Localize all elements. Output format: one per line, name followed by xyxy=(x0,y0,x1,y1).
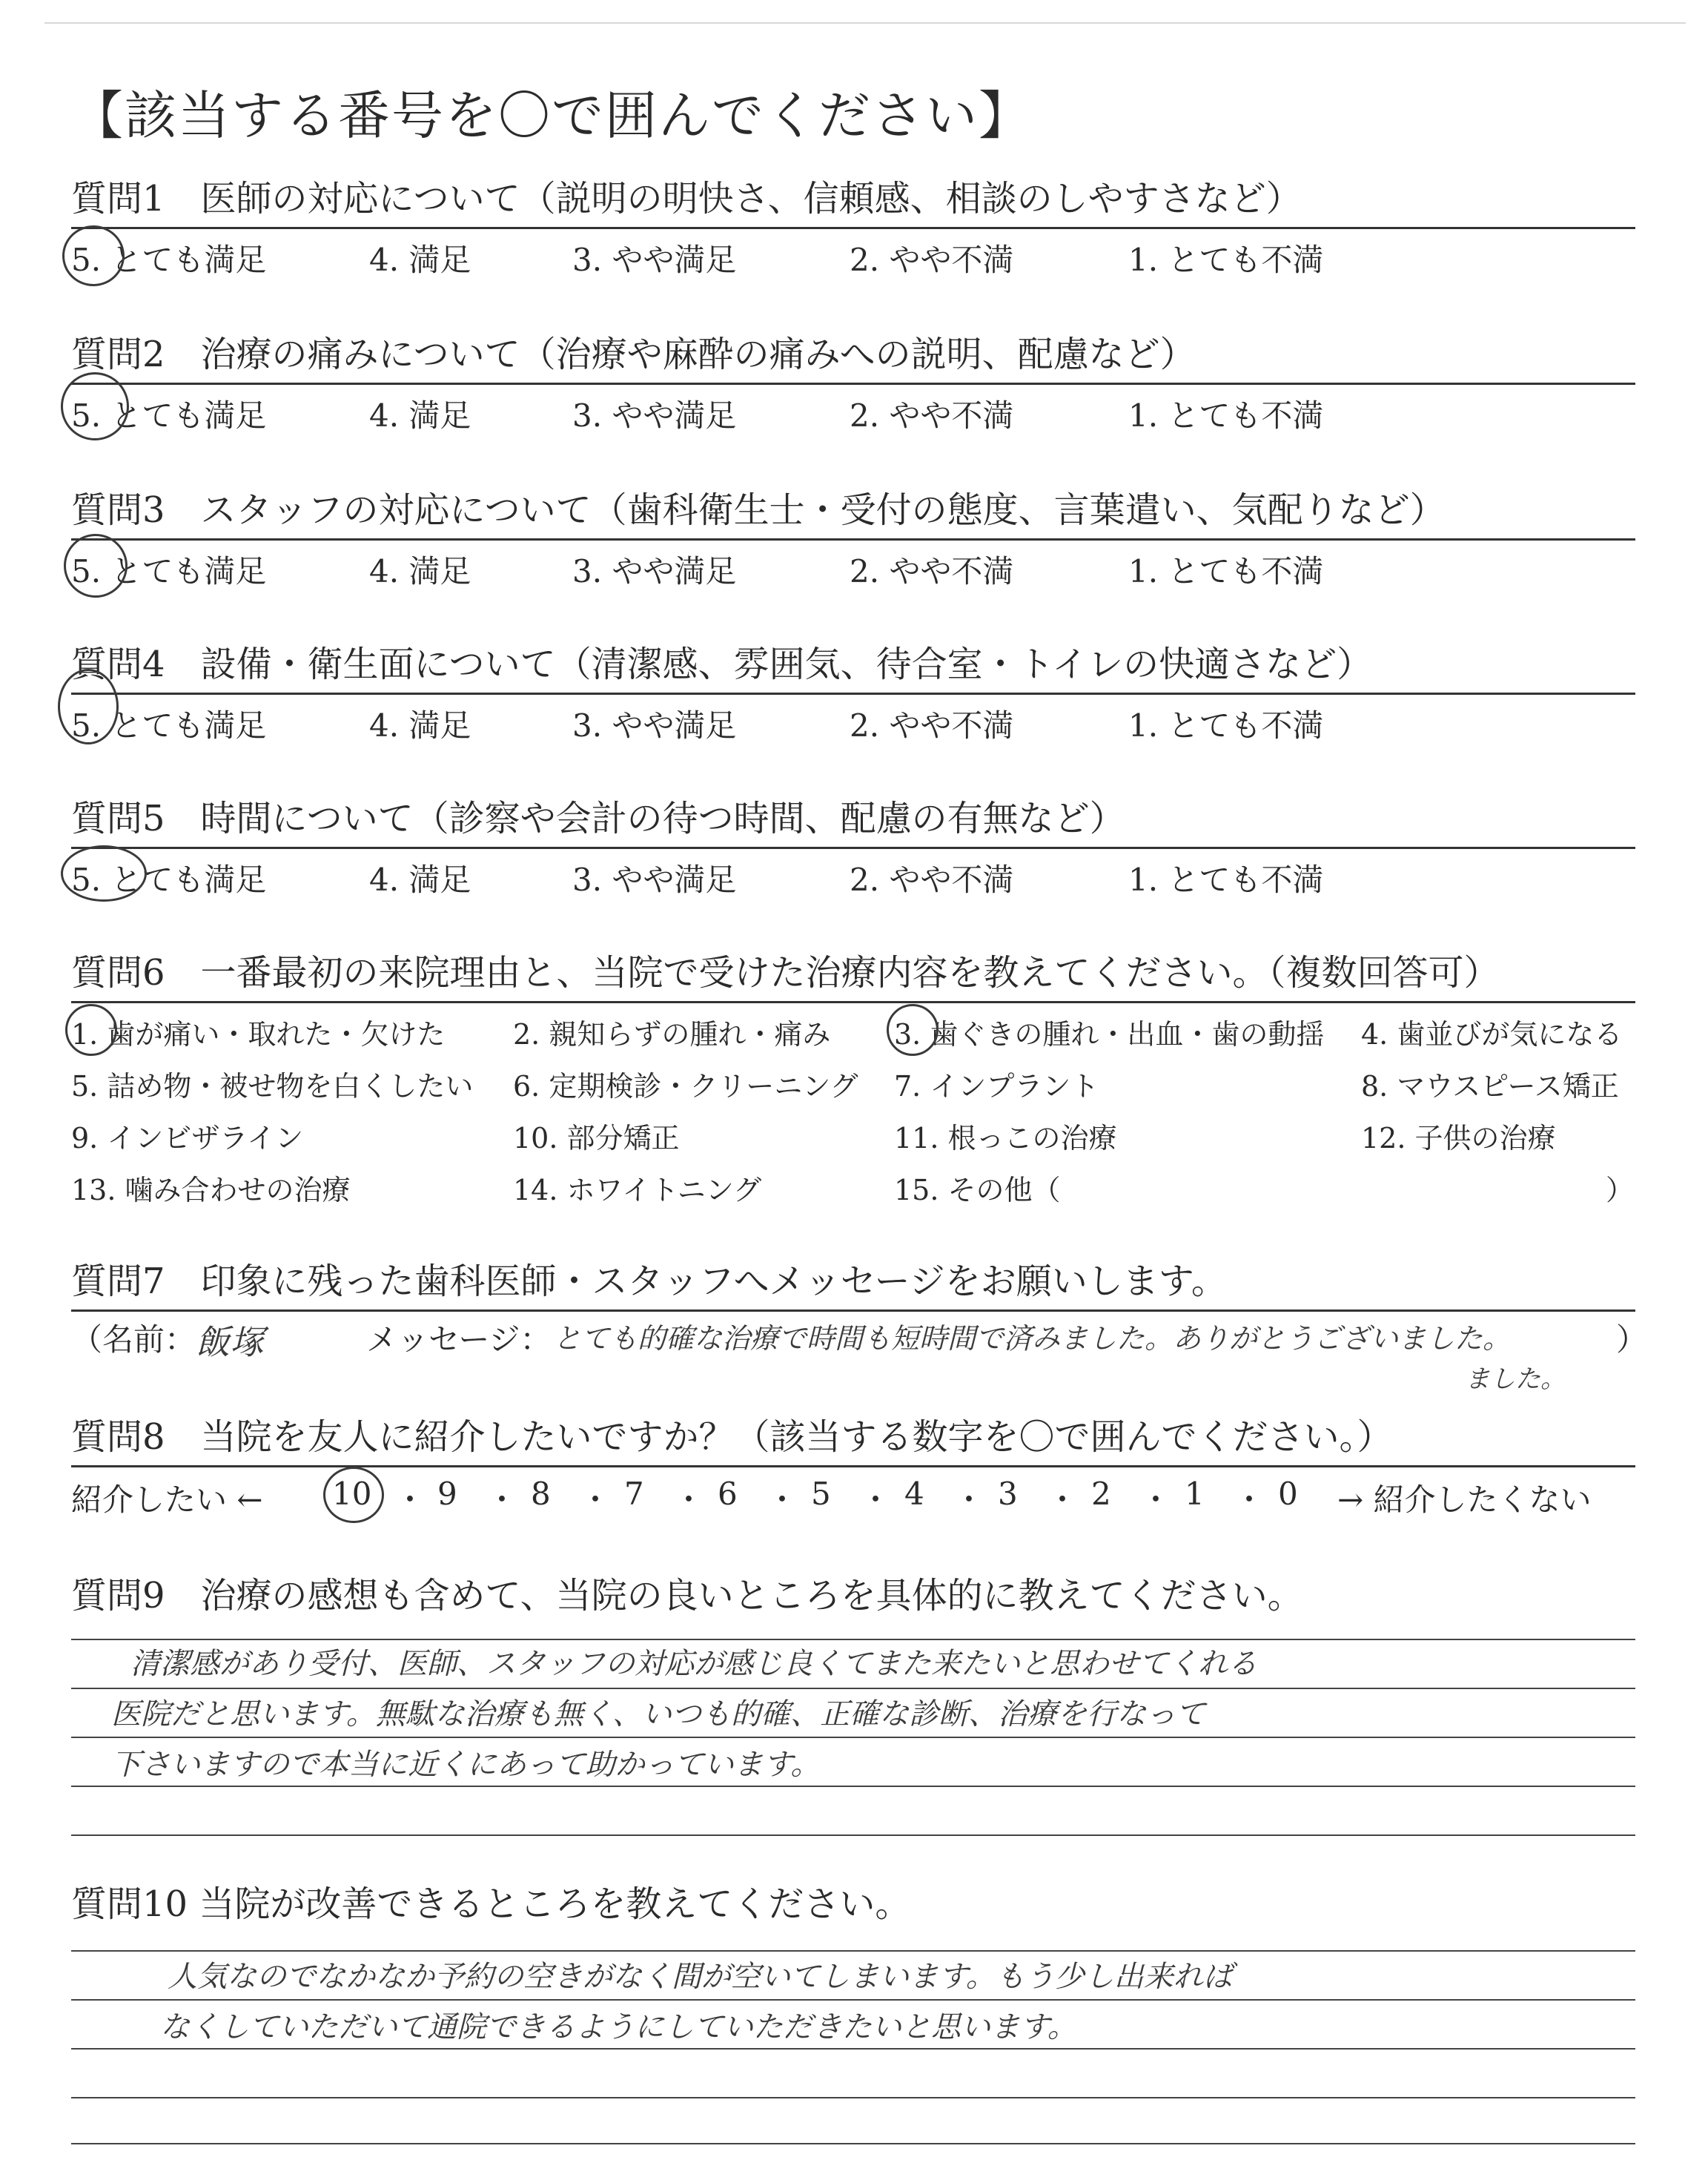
option-2[interactable]: 2. やや不満 xyxy=(850,242,1014,278)
scale-8[interactable]: 8 xyxy=(531,1476,551,1512)
option-4[interactable]: 4. 満足 xyxy=(369,862,471,898)
scale-separator: ・ xyxy=(1047,1482,1079,1518)
question-6 xyxy=(71,949,1635,1003)
scale-separator: ・ xyxy=(1140,1482,1172,1518)
message-label: メッセージ： xyxy=(366,1321,552,1358)
option-2[interactable]: 2. やや不満 xyxy=(850,707,1014,744)
scale-1[interactable]: 1 xyxy=(1185,1476,1205,1512)
option-1[interactable]: 1. とても不満 xyxy=(1128,707,1324,744)
name-label: （名前： xyxy=(71,1321,196,1358)
option-3[interactable]: 3. やや満足 xyxy=(572,242,737,278)
scale-separator: ・ xyxy=(580,1482,612,1518)
question-7 xyxy=(71,1258,1635,1312)
message-value-line-2[interactable]: ました。 xyxy=(1465,1364,1566,1394)
option-4[interactable]: 4. 満足 xyxy=(369,553,471,589)
question-5-options xyxy=(71,856,1635,900)
scale-separator: ・ xyxy=(953,1482,985,1518)
choice-12[interactable]: 12. 子供の治療 xyxy=(1361,1122,1556,1155)
question-1-rule xyxy=(71,227,1635,229)
scale-5[interactable]: 5 xyxy=(811,1476,831,1512)
answer-rule xyxy=(71,1688,1635,1689)
option-5[interactable]: 5. とても満足 xyxy=(71,242,267,278)
choice-7[interactable]: 7. インプラント xyxy=(894,1070,1099,1103)
answer-rule xyxy=(71,2143,1635,2144)
question-7-rule xyxy=(71,1309,1635,1312)
question-7-title: 質問7 印象に残った歯科医師・スタッフへメッセージをお願いします。 xyxy=(71,1261,1227,1302)
option-5[interactable]: 5. とても満足 xyxy=(71,862,267,898)
q9-answer-line-3[interactable]: 下さいますので本当に近くにあって助かっています。 xyxy=(111,1748,821,1782)
question-5-title: 質問5 時間について（診察や会計の待つ時間、配慮の有無など） xyxy=(71,798,1125,839)
scale-6[interactable]: 6 xyxy=(718,1476,738,1512)
scale-separator: ・ xyxy=(860,1482,892,1518)
answer-rule xyxy=(71,1999,1635,2001)
option-4[interactable]: 4. 満足 xyxy=(369,707,471,744)
message-value-line-1[interactable]: とても的確な治療で時間も短時間で済みました。ありがとうございました。 xyxy=(553,1322,1512,1355)
option-1[interactable]: 1. とても不満 xyxy=(1128,397,1324,434)
scale-10[interactable]: 10 xyxy=(332,1476,372,1512)
question-9 xyxy=(71,1572,1635,1619)
question-4-title: 質問4 設備・衛生面について（清潔感、雰囲気、待合室・トイレの快適さなど） xyxy=(71,644,1373,685)
answer-rule xyxy=(71,2048,1635,2050)
scale-7[interactable]: 7 xyxy=(624,1476,644,1512)
choice-6[interactable]: 6. 定期検診・クリーニング xyxy=(513,1070,858,1103)
q10-answer-line-1[interactable]: 人気なのでなかなか予約の空きがなく間が空いてしまいます。もう少し出来れば xyxy=(168,1960,1233,1994)
choice-4[interactable]: 4. 歯並びが気になる xyxy=(1361,1018,1623,1051)
selection-circle xyxy=(64,534,128,598)
option-5[interactable]: 5. とても満足 xyxy=(71,707,267,744)
choice-2[interactable]: 2. 親知らずの腫れ・痛み xyxy=(513,1018,831,1051)
choice-8[interactable]: 8. マウスピース矯正 xyxy=(1361,1070,1619,1103)
question-4-options xyxy=(71,701,1635,746)
option-3[interactable]: 3. やや満足 xyxy=(572,397,737,434)
option-3[interactable]: 3. やや満足 xyxy=(572,553,737,589)
scale-separator: ・ xyxy=(767,1482,798,1518)
scale-separator: ・ xyxy=(394,1482,426,1518)
name-value[interactable]: 飯塚 xyxy=(196,1322,264,1362)
answer-rule xyxy=(71,1834,1635,1836)
question-8-title: 質問8 当院を友人に紹介したいですか？（該当する数字を〇で囲んでください。） xyxy=(71,1416,1393,1458)
option-1[interactable]: 1. とても不満 xyxy=(1128,553,1324,589)
page-title: 【該当する番号を〇で囲んでください】 xyxy=(71,85,1032,146)
option-3[interactable]: 3. やや満足 xyxy=(572,862,737,898)
answer-rule xyxy=(71,1737,1635,1738)
scale-3[interactable]: 3 xyxy=(998,1476,1018,1512)
scale-right-label: → 紹介したくない xyxy=(1337,1482,1592,1518)
q9-answer-line-2[interactable]: 医院だと思います。無駄な治療も無く、いつも的確、正確な診断、治療を行なって xyxy=(111,1697,1205,1731)
question-3 xyxy=(71,486,1635,541)
option-4[interactable]: 4. 満足 xyxy=(369,242,471,278)
question-3-rule xyxy=(71,538,1635,541)
scale-9[interactable]: 9 xyxy=(437,1476,457,1512)
question-2-rule xyxy=(71,383,1635,385)
choice-9[interactable]: 9. インビザライン xyxy=(71,1122,304,1155)
option-1[interactable]: 1. とても不満 xyxy=(1128,862,1324,898)
scale-0[interactable]: 0 xyxy=(1278,1476,1298,1512)
scale-left-label: 紹介したい ← xyxy=(71,1482,263,1518)
question-2-title: 質問2 治療の痛みについて（治療や麻酔の痛みへの説明、配慮など） xyxy=(71,334,1196,375)
answer-rule xyxy=(71,1786,1635,1787)
choice-15-close: ） xyxy=(1606,1174,1635,1206)
choice-1[interactable]: 1. 歯が痛い・取れた・欠けた xyxy=(71,1018,446,1051)
selection-circle xyxy=(61,845,147,902)
referral-scale xyxy=(71,1476,1635,1520)
choice-10[interactable]: 10. 部分矯正 xyxy=(513,1122,680,1155)
question-9-title: 質問9 治療の感想も含めて、当院の良いところを具体的に教えてください。 xyxy=(71,1575,1303,1616)
selection-circle xyxy=(62,225,125,286)
selection-circle xyxy=(65,1004,117,1056)
scale-4[interactable]: 4 xyxy=(904,1476,924,1512)
option-1[interactable]: 1. とても不満 xyxy=(1128,242,1324,278)
question-5 xyxy=(71,795,1635,849)
scale-separator: ・ xyxy=(673,1482,705,1518)
option-3[interactable]: 3. やや満足 xyxy=(572,707,737,744)
question-6-title: 質問6 一番最初の来院理由と、当院で受けた治療内容を教えてください。（複数回答可） xyxy=(71,952,1500,994)
question-4-rule xyxy=(71,693,1635,695)
choice-15[interactable]: 15. その他（ xyxy=(894,1174,1061,1206)
scale-separator: ・ xyxy=(486,1482,518,1518)
selection-circle xyxy=(58,669,119,744)
choice-3[interactable]: 3. 歯ぐきの腫れ・出血・歯の動揺 xyxy=(894,1018,1325,1051)
option-2[interactable]: 2. やや不満 xyxy=(850,553,1014,589)
answer-rule xyxy=(71,1950,1635,1952)
scan-edge xyxy=(44,22,1686,24)
choice-14[interactable]: 14. ホワイトニング xyxy=(513,1174,762,1206)
message-block xyxy=(71,1315,1648,1404)
option-4[interactable]: 4. 満足 xyxy=(369,397,471,434)
option-2[interactable]: 2. やや不満 xyxy=(850,397,1014,434)
question-2-options xyxy=(71,392,1635,436)
question-10-title: 質問10 当院が改善できるところを教えてください。 xyxy=(71,1883,911,1925)
option-5[interactable]: 5. とても満足 xyxy=(71,553,267,589)
scale-2[interactable]: 2 xyxy=(1091,1476,1111,1512)
question-5-rule xyxy=(71,847,1635,849)
close-paren: ） xyxy=(1616,1321,1648,1358)
question-10 xyxy=(71,1880,1635,1928)
selection-circle xyxy=(887,1004,939,1056)
question-8-rule xyxy=(71,1465,1635,1467)
question-1 xyxy=(71,175,1635,229)
question-6-rule xyxy=(71,1001,1635,1003)
question-4 xyxy=(71,641,1635,695)
option-2[interactable]: 2. やや不満 xyxy=(850,862,1014,898)
question-3-options xyxy=(71,547,1635,592)
question-1-title: 質問1 医師の対応について（説明の明快さ、信頼感、相談のしやすさなど） xyxy=(71,178,1302,219)
question-3-title: 質問3 スタッフの対応について（歯科衛生士・受付の態度、言葉遣い、気配りなど） xyxy=(71,489,1446,531)
scale-separator: ・ xyxy=(1234,1482,1265,1518)
question-2 xyxy=(71,331,1635,385)
question-8 xyxy=(71,1413,1635,1467)
choice-11[interactable]: 11. 根っこの治療 xyxy=(894,1122,1117,1155)
choice-13[interactable]: 13. 噛み合わせの治療 xyxy=(71,1174,351,1206)
option-5[interactable]: 5. とても満足 xyxy=(71,397,267,434)
choice-5[interactable]: 5. 詰め物・被せ物を白くしたい xyxy=(71,1070,474,1103)
q9-answer-line-1[interactable]: 清潔感があり受付、医師、スタッフの対応が感じ良くてまた来たいと思わせてくれる xyxy=(130,1647,1257,1681)
answer-rule xyxy=(71,2097,1635,2098)
q10-answer-line-2[interactable]: なくしていただいて通院できるようにしていただきたいと思います。 xyxy=(160,2010,1077,2044)
selection-circle xyxy=(323,1467,384,1523)
selection-circle xyxy=(61,372,129,440)
question-1-options xyxy=(71,236,1635,280)
